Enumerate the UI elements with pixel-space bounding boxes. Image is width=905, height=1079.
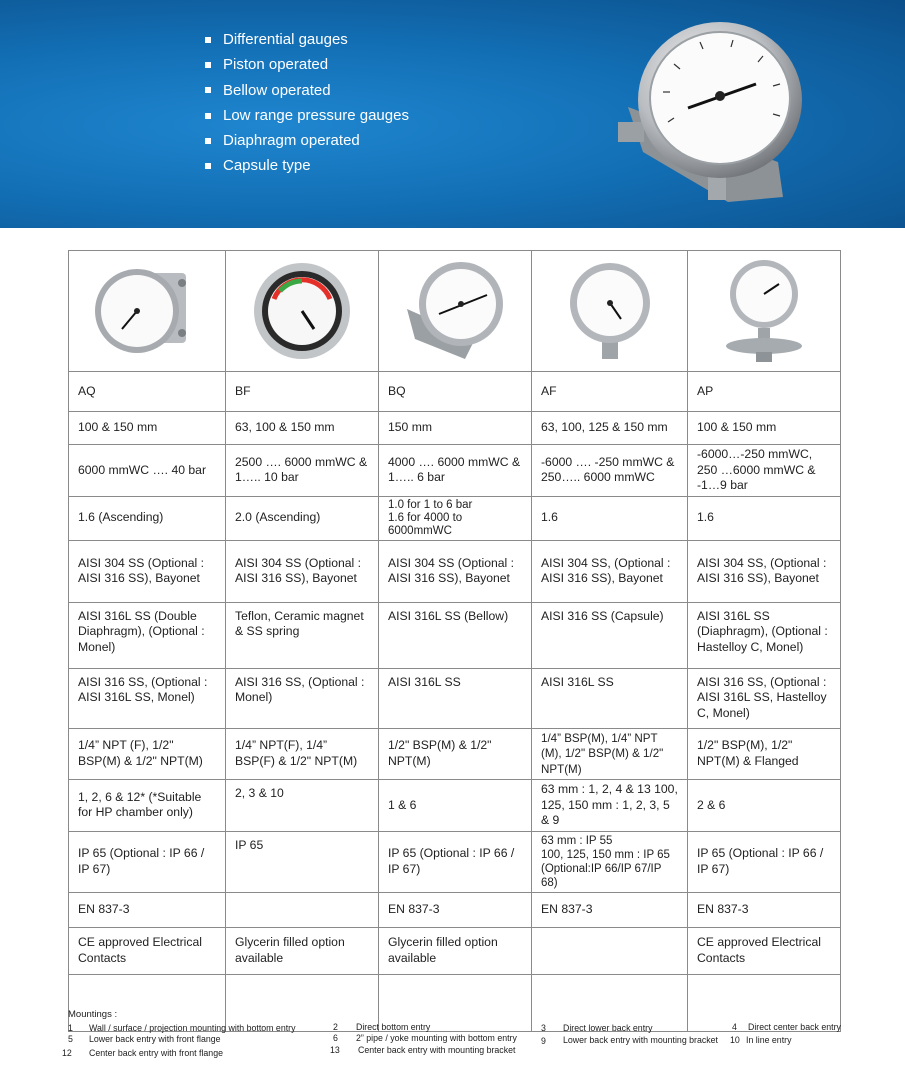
feature-item: Bellow operated bbox=[205, 78, 409, 103]
table-row bbox=[69, 445, 841, 497]
cell: 63 mm : 1, 2, 4 & 13 100, 125, 150 mm : 1, 2, 3, 5 & 9 bbox=[532, 780, 688, 832]
feature-item: Diaphragm operated bbox=[205, 128, 409, 153]
cell: AISI 316L SS (Double Diaphragm), (Optional : Monel) bbox=[69, 602, 226, 668]
cell: CE approved Electrical Contacts bbox=[69, 927, 226, 974]
mounting-text: Wall / surface / projection mounting with bottom entry bbox=[89, 1023, 296, 1033]
specification-table bbox=[68, 250, 841, 1032]
cell: 6000 mmWC …. 40 bar bbox=[69, 445, 226, 497]
cell: 1.0 for 1 to 6 bar 1.6 for 4000 to 6000mmWC bbox=[379, 496, 532, 540]
cell: AISI 304 SS (Optional : AISI 316 SS), Bayonet bbox=[379, 540, 532, 602]
cell: 2500 …. 6000 mmWC & 1….. 10 bar bbox=[226, 445, 379, 497]
cell: EN 837-3 bbox=[688, 892, 841, 927]
feature-item: Differential gauges bbox=[205, 27, 409, 52]
cell: 2, 3 & 10 bbox=[226, 780, 379, 832]
cell: 63, 100 & 150 mm bbox=[226, 412, 379, 445]
gauge-bq-icon bbox=[395, 259, 515, 363]
mounting-number: 9 bbox=[541, 1036, 546, 1046]
cell: 2.0 (Ascending) bbox=[226, 496, 379, 540]
table-row bbox=[69, 831, 841, 892]
cell: 1/4” BSP(M), 1/4” NPT (M), 1/2" BSP(M) & 1/2" NPT(M) bbox=[532, 728, 688, 780]
cell: Glycerin filled option available bbox=[226, 927, 379, 974]
cell: AISI 316 SS, (Optional : Monel) bbox=[226, 668, 379, 728]
bullet-square-icon bbox=[205, 163, 211, 169]
cell: AISI 304 SS, (Optional : AISI 316 SS), Bayonet bbox=[688, 540, 841, 602]
cell: 1.6 (Ascending) bbox=[69, 496, 226, 540]
mounting-text: Direct bottom entry bbox=[356, 1022, 431, 1032]
cell: EN 837-3 bbox=[532, 892, 688, 927]
cell: 4000 …. 6000 mmWC & 1….. 6 bar bbox=[379, 445, 532, 497]
mounting-number: 12 bbox=[62, 1048, 72, 1058]
hero-gauge-image bbox=[608, 12, 808, 212]
mounting-number: 4 bbox=[732, 1022, 737, 1032]
cell: AISI 304 SS (Optional : AISI 316 SS), Bayonet bbox=[226, 540, 379, 602]
cell: 1.6 bbox=[688, 496, 841, 540]
mounting-text: In line entry bbox=[746, 1035, 792, 1045]
cell: AP bbox=[688, 372, 841, 412]
mounting-number: 3 bbox=[541, 1023, 546, 1033]
table-row bbox=[69, 927, 841, 974]
table-row bbox=[69, 540, 841, 602]
table-row bbox=[69, 602, 841, 668]
cell: 1.6 bbox=[532, 496, 688, 540]
gauge-image-bf bbox=[226, 251, 379, 372]
gauge-aq-icon bbox=[82, 261, 212, 361]
gauge-af-icon bbox=[555, 259, 665, 363]
cell: IP 65 bbox=[226, 831, 379, 892]
cell: AISI 304 SS, (Optional : AISI 316 SS), Bayonet bbox=[532, 540, 688, 602]
cell: AISI 316 SS (Capsule) bbox=[532, 602, 688, 668]
table-row bbox=[69, 372, 841, 412]
cell: AISI 304 SS (Optional : AISI 316 SS), Bayonet bbox=[69, 540, 226, 602]
cell: AISI 316L SS (Bellow) bbox=[379, 602, 532, 668]
cell: Glycerin filled option available bbox=[379, 927, 532, 974]
gauge-image-bq bbox=[379, 251, 532, 372]
cell bbox=[226, 892, 379, 927]
gauge-image-aq bbox=[69, 251, 226, 372]
cell: IP 65 (Optional : IP 66 / IP 67) bbox=[379, 831, 532, 892]
table-row bbox=[69, 780, 841, 832]
cell: BQ bbox=[379, 372, 532, 412]
cell: 1/2" BSP(M) & 1/2" NPT(M) bbox=[379, 728, 532, 780]
gauge-image-af bbox=[532, 251, 688, 372]
cell: AQ bbox=[69, 372, 226, 412]
cell: IP 65 (Optional : IP 66 / IP 67) bbox=[688, 831, 841, 892]
cell: IP 65 (Optional : IP 66 / IP 67) bbox=[69, 831, 226, 892]
table-row bbox=[69, 728, 841, 780]
mounting-number: 1 bbox=[68, 1023, 73, 1033]
cell: 1/4” NPT (F), 1/2" BSP(M) & 1/2" NPT(M) bbox=[69, 728, 226, 780]
mountings-title: Mountings : bbox=[68, 1009, 118, 1020]
bullet-square-icon bbox=[205, 138, 211, 144]
mounting-number: 10 bbox=[730, 1035, 740, 1045]
feature-item: Low range pressure gauges bbox=[205, 103, 409, 128]
mounting-number: 5 bbox=[68, 1034, 73, 1044]
mounting-number: 6 bbox=[333, 1033, 338, 1043]
cell: -6000…-250 mmWC, 250 …6000 mmWC & -1…9 bar bbox=[688, 445, 841, 497]
feature-item: Capsule type bbox=[205, 153, 409, 178]
cell: 1 & 6 bbox=[379, 780, 532, 832]
mounting-number: 13 bbox=[330, 1045, 340, 1055]
table-row bbox=[69, 496, 841, 540]
cell: 1, 2, 6 & 12* (*Suitable for HP chamber only) bbox=[69, 780, 226, 832]
cell bbox=[532, 927, 688, 974]
mounting-text: Center back entry with front flange bbox=[89, 1048, 223, 1058]
table-row bbox=[69, 668, 841, 728]
bullet-square-icon bbox=[205, 37, 211, 43]
cell: 2 & 6 bbox=[688, 780, 841, 832]
cell: AISI 316L SS (Diaphragm), (Optional : Hastelloy C, Monel) bbox=[688, 602, 841, 668]
mounting-text: Lower back entry with front flange bbox=[89, 1034, 221, 1044]
gauge-image-ap bbox=[688, 251, 841, 372]
cell: 63, 100, 125 & 150 mm bbox=[532, 412, 688, 445]
table-row bbox=[69, 412, 841, 445]
table-row-images bbox=[69, 251, 841, 372]
cell: 150 mm bbox=[379, 412, 532, 445]
cell: AISI 316 SS, (Optional : AISI 316L SS, Hastelloy C, Monel) bbox=[688, 668, 841, 728]
cell: 1/2" BSP(M), 1/2" NPT(M) & Flanged bbox=[688, 728, 841, 780]
bullet-square-icon bbox=[205, 87, 211, 93]
mounting-text: Center back entry with mounting bracket bbox=[358, 1045, 516, 1055]
cell: CE approved Electrical Contacts bbox=[688, 927, 841, 974]
cell: -6000 …. -250 mmWC & 250….. 6000 mmWC bbox=[532, 445, 688, 497]
bullet-square-icon bbox=[205, 62, 211, 68]
cell: EN 837-3 bbox=[379, 892, 532, 927]
cell: BF bbox=[226, 372, 379, 412]
feature-item: Piston operated bbox=[205, 52, 409, 77]
cell: 63 mm : IP 55 100, 125, 150 mm : IP 65 (Optional:IP 66/IP 67/IP 68) bbox=[532, 831, 688, 892]
gauge-bf-icon bbox=[242, 259, 362, 363]
bullet-square-icon bbox=[205, 113, 211, 119]
cell: Teflon, Ceramic magnet & SS spring bbox=[226, 602, 379, 668]
cell: 1/4” NPT(F), 1/4” BSP(F) & 1/2" NPT(M) bbox=[226, 728, 379, 780]
cell: 100 & 150 mm bbox=[688, 412, 841, 445]
cell: AISI 316 SS, (Optional : AISI 316L SS, Monel) bbox=[69, 668, 226, 728]
cell: EN 837-3 bbox=[69, 892, 226, 927]
mounting-number: 2 bbox=[333, 1022, 338, 1032]
mounting-text: Direct lower back entry bbox=[563, 1023, 653, 1033]
mounting-text: Lower back entry with mounting bracket bbox=[563, 1035, 718, 1045]
cell: AISI 316L SS bbox=[379, 668, 532, 728]
feature-list bbox=[205, 27, 409, 179]
table-row bbox=[69, 892, 841, 927]
cell: AF bbox=[532, 372, 688, 412]
mounting-text: Direct center back entry bbox=[748, 1022, 841, 1032]
mounting-text: 2” pipe / yoke mounting with bottom entry bbox=[356, 1033, 517, 1043]
header-banner bbox=[0, 0, 905, 228]
cell: 100 & 150 mm bbox=[69, 412, 226, 445]
gauge-ap-icon bbox=[709, 256, 819, 366]
cell: AISI 316L SS bbox=[532, 668, 688, 728]
